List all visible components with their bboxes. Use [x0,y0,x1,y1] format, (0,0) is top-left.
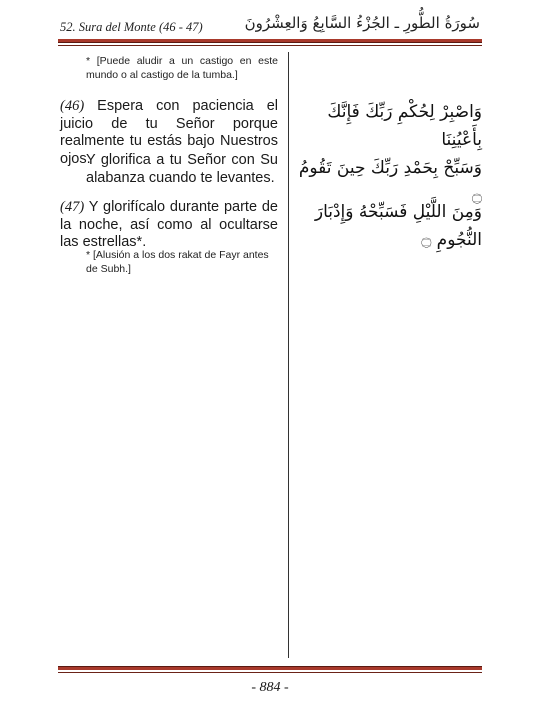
header-sura-title: 52. Sura del Monte (46 - 47) [60,20,203,34]
verse-text: Y glorifícalo durante parte de la noche, así como al ocultarse las estrellas*. [60,199,278,250]
arabic-line: وَمِنَ اللَّيْلِ فَسَبِّحْهُ وَإِدْبَارَ النُّجُومِ ۝ [314,202,482,250]
footer-rule [58,666,482,670]
arabic-line: وَسَبِّحْ بِحَمْدِ رَبِّكَ حِينَ تَقُومُ ۝ [298,158,482,206]
page-number: - 884 - [251,680,289,695]
verse-number: (47) [60,199,85,215]
verse-text: Y glorifica a tu Señor con Su alabanza cuando te levantes. [86,152,278,186]
arabic-verse-46 [292,98,482,210]
header-rule [58,39,482,43]
header-arabic-title: سُورَةُ الطُّورِ ـ الجُزْءُ السَّابِعُ وَالعِشْرُونَ [244,14,480,32]
footnote-top: * [Puede aludir a un castigo en este mundo o al castigo de la tumba.] [86,55,278,81]
footer-rule-thin [58,672,482,673]
header-rule-thin [58,45,482,46]
verse-46-continuation [60,152,278,187]
arabic-verse-47 [292,198,482,254]
footnote-47: * [Alusión a los dos rakat de Fayr antes de Subh.] [86,249,269,275]
verse-47 [60,199,278,252]
column-divider [288,52,289,658]
verse-text: Espera con paciencia el juicio de tu Señor porque realmente tu estás bajo Nuestros ojos. [60,98,278,167]
arabic-line: وَاصْبِرْ لِحُكْمِ رَبِّكَ فَإِنَّكَ بِأَعْيُنِنَا [327,102,482,150]
verse-number: (46) [60,98,85,114]
